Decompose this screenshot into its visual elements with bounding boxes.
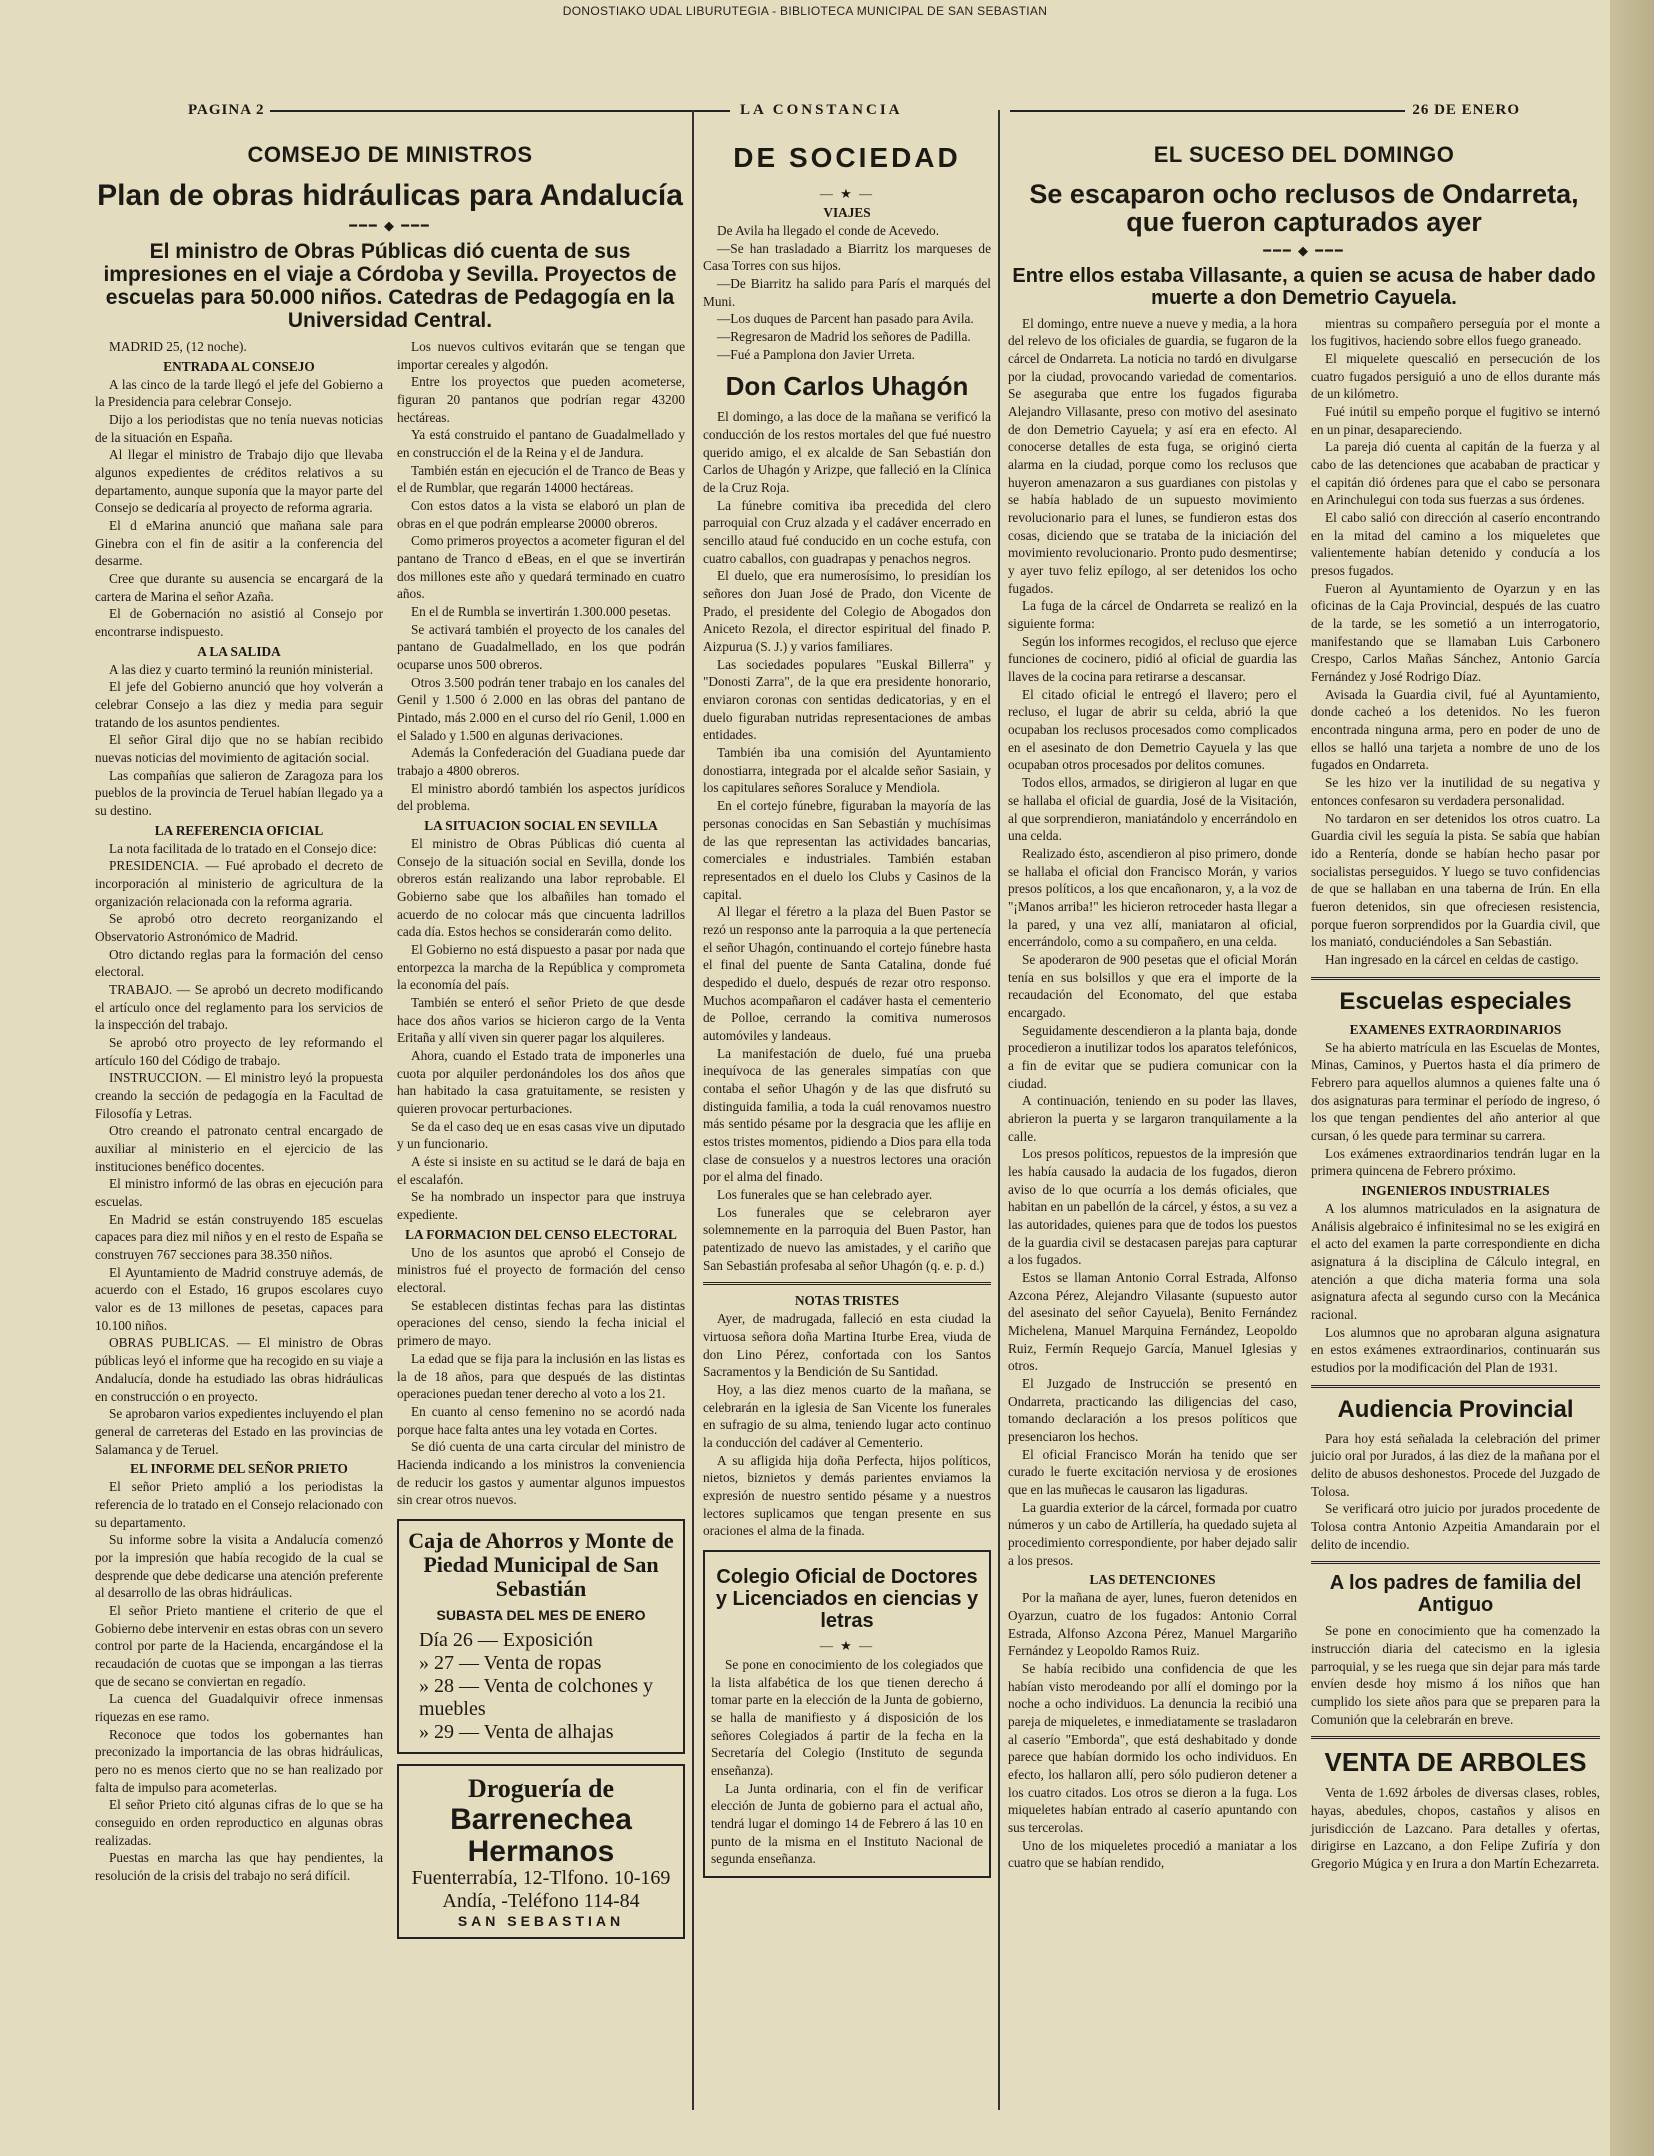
- paragraph: Por la mañana de ayer, lunes, fueron detenidos en Oyarzun, cuatro de los fugados: Antonio Corral Estrada, Alfonso Azcona Pérez, Manuel Margariño Fernández y Leopoldo Ramos Ruiz.: [1008, 1590, 1297, 1659]
- ad-city: SAN SEBASTIAN: [457, 1913, 625, 1930]
- page-edge: [1610, 0, 1654, 2156]
- paragraph: —Fué a Pamplona don Javier Urreta.: [717, 346, 915, 362]
- paragraph: A las diez y cuarto terminó la reunión ministerial.: [109, 661, 374, 677]
- paragraph: Otros 3.500 podrán tener trabajo en los canales del Genil y 1.500 ó 2.000 en las obras del pantano de Pintado, más 2.000 en el curso del río Genil, 1.000 en el Salado y 1.500 en algunas derivaciones.: [397, 674, 685, 743]
- paragraph: Se pone en conocimiento de los colegiados que la lista alfabética de los que tienen derecho á tomar parte en la elección de la Junta de gobierno, se halla de manifiesto y á disposición de los señores Colegiados á partir de la fecha en la Secretaría del Colegio (Instituto de segunda enseñanza).: [711, 1657, 983, 1779]
- subheadline: El ministro de Obras Públicas dió cuenta de sus impresiones en el viaje a Córdoba y Sevilla. Proyectos de escuelas para 50.000 niños. Catedras de Pedagogía en la Universidad Central.: [103, 239, 677, 332]
- subsection-heading: VIAJES: [823, 205, 871, 220]
- paragraph: El domingo, a las doce de la mañana se verificó la conducción de los restos mortales del que fué nuestro querido amigo, el ex alcalde de San Sebastián don Carlos de Uhagón y Arizpe, que falleció en la Clínica de la Cruz Roja.: [703, 409, 991, 496]
- rule: [1311, 1561, 1600, 1564]
- paragraph: El miquelete quescalió en persecución de los cuatro fugados persiguió a uno de ellos durante más de un kilómetro.: [1311, 351, 1600, 402]
- paragraph: Se da el caso deq ue en esas casas vive un diputado y un funcionario.: [397, 1118, 685, 1152]
- paragraph: La guardia exterior de la cárcel, formada por cuatro números y un cabo de Artillería, ha quedado sujeta al procedimiento correspondiente, por haber dejado salir a los presos.: [1008, 1499, 1297, 1568]
- paragraph: El ministro abordó también los aspectos jurídicos del problema.: [397, 780, 685, 814]
- paragraph: El jefe del Gobierno anunció que hoy volverán a celebrar Consejo a las diez y media para seguir tratando de los asuntos pendientes.: [95, 679, 383, 730]
- paragraph: A su afligida hija doña Perfecta, hijos políticos, nietos, biznietos y demás parientes enviamos la expresión de nuestro sentido pésame y a nuestros lectores suplicamos que tengan presente en sus oraciones el alma de la finada.: [703, 1452, 991, 1539]
- notice-box: [703, 1550, 991, 1878]
- section-title: Escuelas especiales: [1339, 987, 1572, 1015]
- section-title: VENTA DE ARBOLES: [1324, 1747, 1587, 1778]
- paragraph: Las compañías que salieron de Zaragoza para los pueblos de la provincia de Teruel habían llegado ya a su destino.: [95, 767, 383, 818]
- paragraph: El duelo, que era numerosísimo, lo presidían los señores don Juan José de Prado, don Vicente de Prado, el presidente del Colegio de Abogados don Aniceto Rezola, el director espiritual del finado P. Aizpurua (S. J.) y varios familiares.: [703, 568, 991, 655]
- paragraph: Además la Confederación del Guadiana puede dar trabajo a 4800 obreros.: [397, 745, 685, 778]
- issue-date: 26 DE ENERO: [1412, 102, 1520, 118]
- paragraph: A éste si insiste en su actitud se le dará de baja en el escalafón.: [397, 1154, 685, 1187]
- paragraph: —Se han trasladado a Biarritz los marqueses de Casa Torres con sus hijos.: [703, 240, 991, 274]
- article-council-of-ministers: [95, 140, 685, 2130]
- paragraph: TRABAJO. — Se aprobó un decreto modificando el artículo once del reglamento para los servicios de la inspección del trabajo.: [95, 982, 383, 1033]
- paragraph: Ayer, de madrugada, falleció en esta ciudad la virtuosa señora doña Martina Iturbe Erea, viuda de don Lino Pérez, confortada con los Santos Sacramentos y la Bendición de Su Santidad.: [703, 1311, 991, 1380]
- article-column-a: [95, 338, 383, 1940]
- ad-title: Caja de Ahorros y Monte de Piedad Municipal de San Sebastián: [408, 1527, 674, 1602]
- society-column: [703, 140, 991, 2130]
- paragraph: También están en ejecución el de Tranco de Beas y el de Rumblar, que regarán 14000 hectáreas.: [397, 462, 685, 496]
- subsection-heading: INGENIEROS INDUSTRIALES: [1361, 1182, 1550, 1198]
- section-kicker: EL SUCESO DEL DOMINGO: [1153, 142, 1455, 167]
- paragraph: En cuanto al censo femenino no se acordó nada porque hace falta antes una ley votada en Cortes.: [397, 1403, 685, 1437]
- ad-address: Andía, -Teléfono 114-84: [442, 1890, 640, 1913]
- paragraph: Como primeros proyectos a acometer figuran el del pantano de Tranco d eBeas, en el que se invertirán dos millones este año y quedará terminado en cuatro años.: [397, 533, 685, 602]
- ad-title: Droguería de: [467, 1774, 615, 1804]
- paragraph: Fué inútil su empeño porque el fugitivo se internó en un pinar, desapareciendo.: [1311, 404, 1600, 437]
- paragraph: A los alumnos matriculados en la asignatura de Análisis algebraico é infinitesimal no se les exigirá en el acto del examen la parte correspondiente en dicha asignatura á la disciplina de Cálculo integral, en atención a que dicha materia forma una sola asignatura afecta al segundo curso con la Mecánica racional.: [1311, 1200, 1600, 1322]
- paragraph: El cabo salió con dirección al caserío encontrando en la mitad del camino a los miqueletes que valientemente habían detenido y conducía a los presos fugados.: [1311, 510, 1600, 579]
- paragraph: A continuación, teniendo en su poder las llaves, abrieron la puerta y se largaron tranquilamente a la calle.: [1008, 1093, 1297, 1144]
- subsection-heading: LA FORMACION DEL CENSO ELECTORAL: [405, 1226, 677, 1242]
- paragraph: El citado oficial le entregó el llavero; pero el recluso, el lugar de abrir su celda, abrió la que ocupaban los reclusos procesados como complicados en el asesinato de don Demetrio Cayuela y las que ocupaban otros procesados por delitos comunes.: [1008, 686, 1297, 773]
- paragraph: Venta de 1.692 árboles de diversas clases, robles, hayas, abedules, chopos, castaños y alisos en jurisdicción de Lazcano. Para detalles y ofertas, dirigirse en Lazcano, a don Felipe Zufiría y don Gregorio Múgica y en Irura a don Martín Echezarreta.: [1311, 1785, 1600, 1872]
- paragraph: Entre los proyectos que pueden acometerse, figuran 20 pantanos que podrían regar 43200 hectáreas.: [397, 374, 685, 425]
- paragraph: Se dió cuenta de una carta circular del ministro de Hacienda indicando a los ministros la conveniencia de reducir los gastos y aumentar algunos impuestos sin crear otros nuevos.: [397, 1439, 685, 1508]
- paragraph: Dijo a los periodistas que no tenía nuevas noticias de la situación en España.: [95, 411, 383, 445]
- paragraph: La pareja dió cuenta al capitán de la fuerza y al cabo de las detenciones que acababan de practicar y el capitán dió órdenes para que el cabo se personara en Arinchulegui con toda sus fuerzas a sus órdenes.: [1311, 439, 1600, 508]
- paragraph: Ahora, cuando el Estado trata de imponerles una cuota por alquiler perdonándoles los dos años que han habitado la casa gratuitamente, se resisten y quieren provocar perturbaciones.: [397, 1048, 685, 1117]
- paragraph: También se enteró el señor Prieto de que desde hace dos años varios se hicieron cargo de la Venta Eritaña y allí viven sin querer pagar los alquileres.: [397, 995, 685, 1046]
- paragraph: Todos ellos, armados, se dirigieron al lugar en que se hallaba el oficial de guardia, José de la Visitación, al que sorprendieron, maniatándolo y encerrándolo en una celda.: [1008, 775, 1297, 844]
- paragraph: INSTRUCCION. — El ministro leyó la propuesta creando la sección de pedagogía en la Facultad de Filosofía y Letras.: [95, 1070, 383, 1121]
- section-title: A los padres de familia del Antiguo: [1329, 1572, 1582, 1617]
- paragraph: El señor Prieto amplió a los periodistas la referencia de lo tratado en el Consejo relacionado con su departamento.: [95, 1479, 383, 1530]
- rule: [703, 1282, 991, 1285]
- ad-row: » 28 — Venta de colchones y muebles: [419, 1675, 654, 1721]
- ad-subtitle: SUBASTA DEL MES DE ENERO: [436, 1607, 646, 1624]
- paragraph: No tardaron en ser detenidos los otros cuatro. La Guardia civil les seguía la pista. Se sabía que habían ido a Rentería, donde se habían hecho pasar por socialistas perseguidos. Y luego se tuvo confidencias de que se hallaban en una taberna de Irún. En ella fueron detenidos, sin que ofreciesen resistencia, porque fueron sorprendidos por la Guardia civil, que los maniató, conduciéndoles a San Sebastián.: [1311, 810, 1600, 950]
- paragraph: Su informe sobre la visita a Andalucía comenzó por la impresión que había recogido de la cual se desprende que debe dedicarse una atención preferente al desarrollo de las obras hidráulicas.: [95, 1532, 383, 1601]
- paragraph: Los funerales que se han celebrado ayer.: [717, 1186, 933, 1202]
- rule: [1311, 1736, 1600, 1739]
- paragraph: La nota facilitada de lo tratado en el Consejo dice:: [109, 840, 377, 856]
- paragraph: Uno de los miqueletes procedió a maniatar a los cuatro que se habían rendido,: [1008, 1837, 1297, 1871]
- paragraph: Al llegar el ministro de Trabajo dijo que llevaba algunos expedientes de créditos relativos a su departamento, aunque suponía que la mayor parte del Consejo se dedicaría al proyecto de reforma agraria.: [95, 447, 383, 516]
- paragraph: Se aprobaron varios expedientes incluyendo el plan general de carreteras del Estado en las provincias de Salamanca y de Teruel.: [95, 1406, 383, 1457]
- paragraph: Los funerales que se celebraron ayer solemnemente en la parroquia del Buen Pastor, han patentizado de nuevo las amistades, y el cariño que San Sebastián profesaba al señor Uhagón (q. e. p. d.): [703, 1204, 991, 1273]
- subsection-heading: EXAMENES EXTRAORDINARIOS: [1349, 1021, 1562, 1037]
- paragraph: La manifestación de duelo, fué una prueba inequívoca de las generales simpatías con que contaba el señor Uhagón y de las que disfrutó su distinguida familia, a toda la cuál renovamos nuestro más sentido pésame por la desgracia que les aflije en estos tristes momentos, pidiendo a Dios para ella toda clase de consuelos y a nuestros lectores una oración por el alma del finado.: [703, 1045, 991, 1185]
- paragraph: Al llegar el féretro a la plaza del Buen Pastor se rezó un responso ante la parroquia a la que pertenecía el señor Uhagón, continuando el cortejo fúnebre hasta el final del puente de Santa Catalina, donde fué despedido el duelo, después de rezar otro responso. Muchos acompañaron el cadáver hasta el cementerio de Polloe, cerrando la comitiva numerosos automóviles y landeaus.: [703, 904, 991, 1043]
- paragraph: Seguidamente descendieron a la planta baja, donde procedieron a inutilizar todos los aparatos telefónicos, a fin de evitar que se pudiera comunicar con la ciudad.: [1008, 1022, 1297, 1091]
- paragraph: El domingo, entre nueve a nueve y media, a la hora del relevo de los oficiales de guardia, se fugaron de la cárcel de Ondarreta. La noticia no tardó en divulgarse por la ciudad, provocando variedad de comentarios. Se aseguraba que entre los fugados figuraba Alejandro Villasante, preso con motivo del asesinato de don Demetrio Cayuela; y así era en efecto. Al conocerse detalles de esta fuga, se originó cierta alarma en la ciudad, porque como los reclusos que huyeron amenazaron a sus guardianes con pistolas y se había hablado de un supuesto movimiento revolucionario para el lunes, se fundieron estas dos cosas, diciendo que se trataba de la iniciación del movimiento revolucionario. Pronto pudo desmentirse; y ayer tuvo feliz epílogo, al ser detenidos los ocho fugados.: [1008, 315, 1297, 596]
- paragraph: Ya está construido el pantano de Guadalmellado y en construcción el de la Reina y el de Jandura.: [397, 427, 685, 460]
- paragraph: Se les hizo ver la inutilidad de su negativa y entonces confesaron su verdadera personalidad.: [1311, 775, 1600, 808]
- paragraph: Otro dictando reglas para la formación del censo electoral.: [95, 946, 383, 980]
- headline: Se escaparon ocho reclusos de Ondarreta, que fueron capturados ayer: [1029, 179, 1579, 238]
- paragraph: PRESIDENCIA. — Fué aprobado el decreto de incorporación al ministerio de agricultura de la organización relacionada con la reforma agraria.: [95, 858, 383, 909]
- paragraph: Las sociedades populares "Euskal Billerra" y "Donosti Zarra", de la que era presidente honorario, enviaron coronas con sentidas dedicatorias, y en el duelo figuraban nutridas representaciones de ambas entidades.: [703, 656, 991, 743]
- paragraph: Reconoce que todos los gobernantes han preconizado la importancia de las obras hidráulicas, pero no es menos cierto que no se han realizado por falta de impulso para acometerlas.: [95, 1726, 383, 1795]
- paragraph: Se aprobó otro decreto reorganizando el Observatorio Astronómico de Madrid.: [95, 911, 383, 945]
- obituary-title: Don Carlos Uhagón: [725, 371, 969, 402]
- paragraph: La edad que se fija para la inclusión en las listas es la de 18 años, para que después de las distintas operaciones puedan tener derecho al voto a los 21.: [397, 1350, 685, 1402]
- paragraph: La cuenca del Guadalquivir ofrece inmensas riquezas en ese ramo.: [95, 1691, 383, 1724]
- subsection-heading: LA REFERENCIA OFICIAL: [154, 822, 324, 838]
- paragraph: Se pone en conocimiento que ha comenzado la instrucción diaria del catecismo en la iglesia parroquial, y se les ruega que sin dejar para más tarde envíen desde hoy mismo á los niños que han cumplido los siete años para que se preparen para la Comunión que la celebrarán en breve.: [1311, 1623, 1600, 1727]
- ad-row: » 27 — Venta de ropas: [419, 1652, 602, 1675]
- article-column-a: [1008, 315, 1297, 1873]
- paragraph: La fúnebre comitiva iba precedida del clero parroquial con Cruz alzada y el cadáver encerrado en sencillo ataud fué conducido en un coche estufa, con cuatro caballos, con guadrapas y penachos negros.: [703, 497, 991, 566]
- paragraph: Han ingresado en la cárcel en celdas de castigo.: [1325, 951, 1579, 967]
- paragraph: Se activará también el proyecto de los canales del pantano de Guadalmellado, en los que podrán ocuparse unos 500 obreros.: [397, 621, 685, 672]
- paragraph: Avisada la Guardia civil, fué al Ayuntamiento, donde cacheó a los detenidos. No les fueron encontrada ninguna arma, pero en poder de uno de ellos se halló una tarjeta a nombre de uno de los fugados en Ondarreta.: [1311, 686, 1600, 773]
- paragraph: El señor Prieto mantiene el criterio de que el Gobierno debe intervenir en estas obras con un severo control por parte de la Hacienda, encargándose el la recaudación de cuotas que se impongan a las tierras que de secano se conviertan en regadío.: [95, 1602, 383, 1689]
- article-column-b: [397, 338, 685, 1940]
- paragraph: Para hoy está señalada la celebración del primer juicio oral por Jurados, á las diez de la mañana por el delito de abusos deshonestos. Procede del Juzgado de Tolosa.: [1311, 1430, 1600, 1499]
- section-title: NOTAS TRISTES: [794, 1293, 900, 1309]
- paragraph: El Gobierno no está dispuesto a pasar por nada que entorpezca la marcha de la República y comprometa la economía del país.: [397, 942, 685, 993]
- paragraph: Se apoderaron de 900 pesetas que el oficial Morán tenía en sus bolsillos y que era el importe de la recaudación del Economato, del que estaba encargado.: [1008, 951, 1297, 1020]
- paragraph: El ministro informó de las obras en ejecución para escuelas.: [95, 1176, 383, 1210]
- paragraph: En el cortejo fúnebre, figuraban la mayoría de las personas conocidas en San Sebastián y muchísimas de las que representan las actividades bancarias, comerciales e industriales. También estaban representados en el duelo los Clubs y Casinos de la capital.: [703, 798, 991, 902]
- masthead-rule-left: [270, 110, 730, 112]
- paragraph: Otro creando el patronato central encargado de auxiliar al ministerio en el ejercicio de las instituciones benéfico docentes.: [95, 1123, 383, 1174]
- rule: [1311, 977, 1600, 980]
- page-number: PAGINA 2: [188, 102, 265, 118]
- paragraph: El señor Giral dijo que no se habían recibido nuevas noticias del movimiento de agitación social.: [95, 732, 383, 765]
- ornament: — ★ —: [819, 1638, 875, 1654]
- ad-address: Fuenterrabía, 12-Tlfono. 10-169: [411, 1867, 671, 1890]
- paragraph: —Los duques de Parcent han pasado para Avila.: [717, 311, 974, 327]
- section-kicker: DE SOCIEDAD: [733, 142, 961, 173]
- paragraph: Se ha abierto matrícula en las Escuelas de Montes, Minas, Caminos, y Puertos hasta el día primero de Febrero para aquellos alumnos a quienes falte una ó dos asignaturas para terminar el período de ingreso, ó los que tengan pendientes del año anterior al que cursan, ó les quede para terminar su carrera.: [1311, 1039, 1600, 1143]
- ad-company: Barrenechea Hermanos: [450, 1803, 632, 1868]
- ad-drugstore: [397, 1764, 685, 1939]
- paragraph: Se verificará otro juicio por jurados procedente de Tolosa contra Antonio Azpeitia Amandarain por el delito de incendio.: [1311, 1501, 1600, 1552]
- ornament: ━━━ ◆ ━━━: [1263, 242, 1345, 258]
- paragraph: Estos se llaman Antonio Corral Estrada, Alfonso Azcona Pérez, Alejandro Vilasante (supuesto autor del asesinato del señor Cayuela), Benito Fernández Michelena, Manuel Marquina Fernández, Leopoldo Ruiz, Fermín Requejo García, Manuel Iglesias y otros.: [1008, 1269, 1297, 1374]
- ad-savings-bank: [397, 1519, 685, 1755]
- paragraph: La Junta ordinaria, con el fin de verificar elección de Junta de gobierno para el actual año, tendrá lugar el domingo 14 de Febrero á las 10 en punto de la misma en el Instituto Nacional de segunda enseñanza.: [711, 1780, 983, 1867]
- paragraph: También iba una comisión del Ayuntamiento donostiarra, integrada por el alcalde señor Sasiain, y los capitulares señores Soraluce y Mendiola.: [703, 745, 991, 796]
- ad-row: Día 26 — Exposición: [419, 1629, 593, 1652]
- newspaper-name: LA CONSTANCIA: [740, 102, 903, 118]
- paragraph: Hoy, a las diez menos cuarto de la mañana, se celebrarán en la iglesia de San Vicente los funerales en sufragio de su alma, teniendo lugar acto continuo la conducción del cadáver al Cementerio.: [703, 1381, 991, 1450]
- paragraph: Los exámenes extraordinarios tendrán lugar en la primera quincena de Febrero próximo.: [1311, 1145, 1600, 1179]
- paragraph: Con estos datos a la vista se elaboró un plan de obras en el que podrán emplearse 20000 obreros.: [397, 497, 685, 531]
- section-title: Audiencia Provincial: [1337, 1395, 1574, 1423]
- paragraph: Según los informes recogidos, el recluso que ejerce funciones de cocinero, pidió al oficial de guardia las llaves de la cocina para retirarse a descansar.: [1008, 633, 1297, 685]
- subsection-heading: A LA SALIDA: [197, 643, 281, 659]
- paragraph: El Juzgado de Instrucción se presentó en Ondarreta, practicando las diligencias del caso, tomando declaración a los presos políticos que presenciaron los hechos.: [1008, 1376, 1297, 1445]
- subsection-heading: LAS DETENCIONES: [1089, 1572, 1216, 1588]
- archive-header: DONOSTIAKO UDAL LIBURUTEGIA - BIBLIOTECA MUNICIPAL DE SAN SEBASTIAN: [562, 4, 1048, 18]
- paragraph: La fuga de la cárcel de Ondarreta se realizó en la siguiente forma:: [1008, 598, 1297, 632]
- paragraph: Se aprobó otro proyecto de ley reformando el artículo 160 del Código de trabajo.: [95, 1035, 383, 1068]
- paragraph: Fueron al Ayuntamiento de Oyarzun y en las oficinas de la Caja Provincial, después de las cuatro de la tarde, se les sometió a un interrogatorio, manifestando que se llamaban Luis Carbonero Crespo, Carlos Mañas Sánchez, Antonio García Fernández y José Rodrigo Díaz.: [1311, 580, 1600, 685]
- paragraph: El d eMarina anunció que mañana sale para Ginebra con el fin de asitir a la conferencia del desarme.: [95, 517, 383, 569]
- column-divider: [692, 110, 694, 2110]
- paragraph: mientras su compañero perseguía por el monte a los fugitivos, haciendo sobre ellos fuego graneado.: [1311, 315, 1600, 349]
- paragraph: Los alumnos que no aprobaran alguna asignatura en estos exámenes extraordinarios, continuarán sus estudios por la modificación del Plan de 1931.: [1311, 1324, 1600, 1375]
- paragraph: Se establecen distintas fechas para las distintas operaciones del censo, siendo la fecha inicial el primero de mayo.: [397, 1297, 685, 1349]
- notice-title: Colegio Oficial de Doctores y Licenciados en ciencias y letras: [715, 1566, 979, 1633]
- article-prison-escape: [1008, 140, 1600, 2130]
- paragraph: OBRAS PUBLICAS. — El ministro de Obras públicas leyó el informe que ha recogido en su viaje a Andalucía, donde ha estudiado las obras hidráulicas en construcción o en proyecto.: [95, 1335, 383, 1404]
- section-kicker: COMSEJO DE MINISTROS: [247, 142, 533, 167]
- paragraph: Los nuevos cultivos evitarán que se tengan que importar cereales y algodón.: [397, 338, 685, 372]
- paragraph: El de Gobernación no asistió al Consejo por encontrarse indispuesto.: [95, 606, 383, 639]
- paragraph: —Regresaron de Madrid los señores de Padilla.: [717, 329, 971, 345]
- headline: Plan de obras hidráulicas para Andalucía: [97, 179, 683, 212]
- article-column-b: [1311, 315, 1600, 1873]
- paragraph: El oficial Francisco Morán ha tenido que ser curado le fuerte excitación nerviosa y de erosiones que en las muñecas le causaron las ligaduras.: [1008, 1446, 1297, 1498]
- masthead: [180, 98, 1520, 124]
- paragraph: Uno de los asuntos que aprobó el Consejo de ministros fué el proyecto de formación del censo electoral.: [397, 1244, 685, 1296]
- paragraph: De Avila ha llegado el conde de Acevedo.: [717, 223, 940, 238]
- subsection-heading: LA SITUACION SOCIAL EN SEVILLA: [424, 818, 658, 834]
- paragraph: En el de Rumbla se invertirán 1.300.000 pesetas.: [411, 603, 671, 619]
- paragraph: Se ha nombrado un inspector para que instruya expediente.: [397, 1189, 685, 1223]
- paragraph: MADRID 25, (12 noche).: [109, 338, 247, 354]
- paragraph: Los presos políticos, repuestos de la impresión que les había causado la audacia de los fugados, dieron aviso de lo que ocurría a los demás oficiales, que habitan en un pabellón de la cárcel, y éstos, a su vez a las autoridades, quienes para que de todos los puestos de la guardia civil se destacasen parejas para capturar a los fugados.: [1008, 1146, 1297, 1268]
- paragraph: El Ayuntamiento de Madrid construye además, de acuerdo con el Estado, 16 grupos escolares cuyo valor es de 13 millones de pesetas, capaces para 10.100 niños.: [95, 1264, 383, 1333]
- ornament: ━━━ ◆ ━━━: [349, 217, 431, 233]
- ad-row: » 29 — Venta de alhajas: [419, 1721, 614, 1744]
- paragraph: El señor Prieto citó algunas cifras de lo que se ha conseguido en orden reproductico en algunas obras realizadas.: [95, 1797, 383, 1848]
- masthead-rule-right: [1010, 110, 1405, 112]
- subsection-heading: ENTRADA AL CONSEJO: [163, 358, 315, 374]
- paragraph: Realizado ésto, ascendieron al piso primero, donde se hallaba el oficial don Francisco Morán, y varios presos políticos, a los que encañonaron, y, a la voz de "¡Manos arriba!" les hicieron retroceder hasta llegar a la pared, y una vez allí, maniataron al oficial, encerrándolo, como a su compañero, en una celda.: [1008, 845, 1297, 950]
- paragraph: —De Biarritz ha salido para París el marqués del Muni.: [703, 276, 991, 309]
- paragraph: Puestas en marcha las que hay pendientes, la resolución de la crisis del trabajo no será difícil.: [95, 1850, 383, 1883]
- subsection-heading: EL INFORME DEL SEÑOR PRIETO: [130, 1461, 348, 1477]
- column-divider: [998, 110, 1000, 2110]
- paragraph: Cree que durante su ausencia se encargará de la cartera de Marina el señor Azaña.: [95, 570, 383, 604]
- rule: [1311, 1385, 1600, 1388]
- subheadline: Entre ellos estaba Villasante, a quien se acusa de haber dado muerte a don Demetrio Cayuela.: [1012, 264, 1596, 309]
- ornament: — ★ —: [819, 186, 875, 201]
- paragraph: El ministro de Obras Públicas dió cuenta al Consejo de la situación social en Sevilla, donde los obreros están realizando una labor reprobable. El Gobierno sabe que los albañiles han tomado el acuerdo de no colocar más que cincuenta ladrillos cada día. Estos hechos se considerarán como delito.: [397, 836, 685, 940]
- paragraph: A las cinco de la tarde llegó el jefe del Gobierno a la Presidencia para celebrar Consejo.: [95, 376, 383, 410]
- paragraph: En Madrid se están construyendo 185 escuelas capaces para diez mil niños y en el resto de España se construyen 767 secciones para 38.350 niños.: [95, 1211, 383, 1263]
- paragraph: Se había recibido una confidencia de que les habían visto merodeando por allí el domingo por la noche a ocho individuos. La denuncia la recibió una pareja de miqueletes, e inmediatamente se trasladaron al caserío "Emborda", que está deshabitado y donde parece que habían dormido los ocho individuos. En efecto, los hallaron allí, pero sólo pudieron detener a los cuatro citados. Los otros se dieron a la fuga. Los miqueletes habían entrado al caserío apuntando con sus tercerolas.: [1008, 1661, 1297, 1836]
